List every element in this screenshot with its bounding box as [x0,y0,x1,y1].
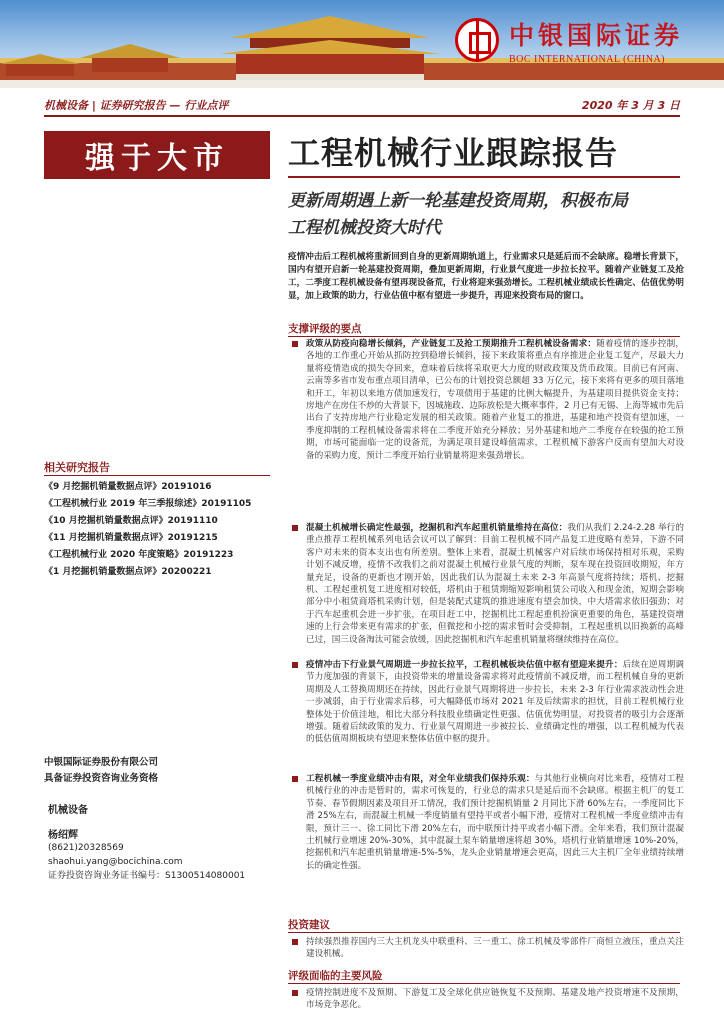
bullet-marker-icon [292,341,298,347]
bullet-marker-icon [292,662,298,668]
bullet-marker-icon [292,939,298,945]
bullet-body: 我们从我们 2.24-2.28 举行的重点推荐工程机械系列电话会议可以了解到：目前工程机械不同产品复工进度略有差异，下游不同客户对未来的资本支出也有所差别。整体上来看，混凝土机械客户对后续市场保持相对乐观，采购计划不减反增，疫情不改我们之前对混凝土机械行业景气度的判断，泵车现在投资回收期短，年方量充足，设备的更新也才刚开始，因此我们认为混凝土未来 2-3 年高景气度将持续；塔机、挖掘机、工程起重机复工进度相对较低，塔机由于租赁期缩短影响租赁公司收入和现金流，短期会影响部分中小租赁商塔机采购计划，但是装配式建筑的推进速度有望会加快，中大塔需求依旧强劲；对于汽车起重机会进一步扩张，在项目赶工中，挖掘机比工程起重机扮演更重要的角色，基建投资增速的上行会带来更有需求的扩张，但微挖和小挖的需求暂时会受抑制，工程起重机以旧换新的高峰已过，国三设备淘汰可能会放缓，因此挖掘机和汽车起重机销量将继续维持在高位。 [306,523,684,645]
bullet-point-3 [292,659,684,746]
report-category: 机械设备 | 证券研究报告 — 行业点评 [44,99,229,112]
bullet-body: 疫情控制进度不及预期、下游复工及全球化供应链恢复不及预期、基建及地产投资增速不及预期，市场竞争恶化。 [306,988,684,1011]
section-key-points: 支撑评级的要点 [288,323,362,335]
bullet-marker-icon [292,776,298,782]
company-name: 中银国际证券股份有限公司 [44,757,159,768]
bullet-body: 随着疫情的逐步控制，各地的工作重心开始从抓防控到稳增长倾斜，接下来政策将重点有序推进企业复工复产，尽最大力量将疫情造成的损失夺回来，意味着后续将采取更大力度的财政政策及货币政策。目前已有河南、云南等多省市发布重点项目清单，已公布的计划投资总额超 33 万亿元，接下来将有更多的项目落地和开工，年初以来地方债加速发行，专项债用于基建的比例大幅提升，为基建项目提供资金支持；房地产在房住不炒的大背景下，因城施政、边际放松是大概率事件，2 月已有无锡、上海等城市先后出台了支持房地产行业稳定发展的相关政策。随着产业复工的推进，基建和地产投资有望加速，一季度抑制的工程机械设备需求将在二季度开始充分释放；另外基建和地产二季度存在较强的抢工预期，市场可能面临一定的设备荒，为满足项目建设峰值需求，工程机械下游客户反而有望加大对设备的采购力度，预计二季度开始行业销量将迎来强劲增长。 [306,339,684,461]
title-divider [288,176,680,178]
report-subtitle-line1: 更新周期遇上新一轮基建投资周期，积极布局 [288,191,628,211]
related-reports-title: 相关研究报告 [44,461,110,474]
related-report-item[interactable]: 《9 月挖掘机销量数据点评》20191016 [44,482,212,492]
section-investment-advice: 投资建议 [288,919,330,931]
section-divider [288,336,680,337]
report-title: 工程机械行业跟踪报告 [288,134,619,172]
bullet-marker-icon [292,525,298,531]
company-license: 具备证券投资咨询业务资格 [44,773,159,784]
rating-badge: 强于大市 [44,131,270,179]
meta-bar [44,95,680,117]
related-report-item[interactable]: 《11 月挖掘机销量数据点评》20191215 [44,533,218,543]
industry-label: 机械设备 [48,805,88,816]
bullet-body: 后续在逆周期调节力度加强的背景下，由投资带来的增量设备需求将对此疫情前不减反增，而工程机械自身的更新周期及人工替换周期还在持续，因此行业景气周期将进一步拉长，未来 2-3 年行业需求波动性会进一步减弱，由于行业需求后移，可大幅降低市场对 2021 年及后续需求的担忧，目前工程机械行业整体处于价值洼地，相比大部分科技股业绩确定性更强、估值优势明显，对投资者的吸引力会逐渐增强。随着后续政策的发力、行业景气周期进一步被拉长、业绩确定性的增强，以工程机械为代表的低估值周期板块有望迎来整体估值中枢的提升。 [306,660,684,745]
bullet-body: 与其他行业横向对比来看，疫情对工程机械行业的冲击是暂时的，需求可恢复的，行业总的需求只是延后而不会缺席。根据主机厂的复工节奏、春节假期因素及项目开工情况，我们预计挖掘机销量 2 月同比下滑 60%左右，一季度同比下滑 25%左右，而混凝土机械一季度销量有望持平或者小幅下滑，疫情对工程机械一季度业绩冲击有限，预计三一、徐工同比下滑 20%左右，而中联预计持平或者小幅下滑。全年来看，我们预计混凝土机械行业增速 20%-30%，其中混凝土泵车销量增速将超 30%，塔机行业销量增速 10%-20%，挖掘机和汽车起重机销量增速-5%-5%，龙头企业销量增速会更高，因此三大主机厂全年业绩持续增长的确定性强。 [306,774,684,871]
company-info [44,755,158,787]
analyst-phone: (8621)20328569 [48,843,124,853]
analyst-name: 杨绍辉 [48,830,78,841]
bullet-lead: 政策从防疫向稳增长倾斜，产业链复工及抢工预期推升工程机械设备需求： [306,339,597,349]
analyst-certificate: 证券投资咨询业务证书编号：S1300514080001 [48,871,246,881]
analyst-email[interactable]: shaohui.yang@bocichina.com [48,857,183,867]
bullet-risks [292,987,684,1012]
logo-cn: 中银国际证券 [509,20,684,50]
section-risks: 评级面临的主要风险 [288,970,383,982]
sidebar-divider [44,475,270,476]
bullet-point-1 [292,338,684,462]
section-divider [288,932,680,933]
header-banner [0,0,724,88]
report-date: 2020 年 3 月 3 日 [581,99,680,112]
logo-en: BOC INTERNATIONAL (CHINA) [509,53,666,65]
bullet-body: 持续强烈推荐国内三大主机龙头中联重科、三一重工、徐工机械及零部件厂商恒立液压，重点关注建设机械。 [306,937,684,960]
boc-logo-icon [455,18,499,62]
related-report-item[interactable]: 《10 月挖掘机销量数据点评》20191110 [44,516,218,526]
company-logo [455,10,683,70]
section-divider [288,983,680,984]
bullet-point-2 [292,522,684,646]
report-subtitle-line2: 工程机械投资大时代 [288,218,441,238]
related-report-item[interactable]: 《工程机械行业 2020 年度策略》20191223 [44,550,234,560]
bullet-lead: 工程机械一季度业绩冲击有限，对全年业绩我们保持乐观： [306,774,535,784]
bullet-lead: 混凝土机械增长确定性最强，挖掘机和汽车起重机销量维持在高位： [306,523,568,533]
bullet-marker-icon [292,990,298,996]
related-report-item[interactable]: 《工程机械行业 2019 年三季报综述》20191105 [44,499,252,509]
analyst-contact [48,841,245,883]
intro-paragraph: 疫情冲击后工程机械将重新回到自身的更新周期轨道上，行业需求只是延后而不会缺席。稳增长背景下，国内有望开启新一轮基建投资周期，叠加更新周期，行业景气度进一步拉长拉平。随着产业链复工及抢工，二季度工程机械设备有望再现设备荒，行业将迎来强劲增长。工程机械业绩成长性确定、估值优势明显，加上政策的助力，行业估值中枢有望进一步提升，再迎来投资布局的窗口。 [288,252,684,301]
bullet-point-4 [292,773,684,872]
bullet-lead: 疫情冲击下行业景气周期进一步拉长拉平，工程机械板块估值中枢有望迎来提升： [306,660,623,670]
related-reports-list [44,479,274,581]
bullet-advice [292,936,684,961]
related-report-item[interactable]: 《1 月挖掘机销量数据点评》20200221 [44,567,212,577]
